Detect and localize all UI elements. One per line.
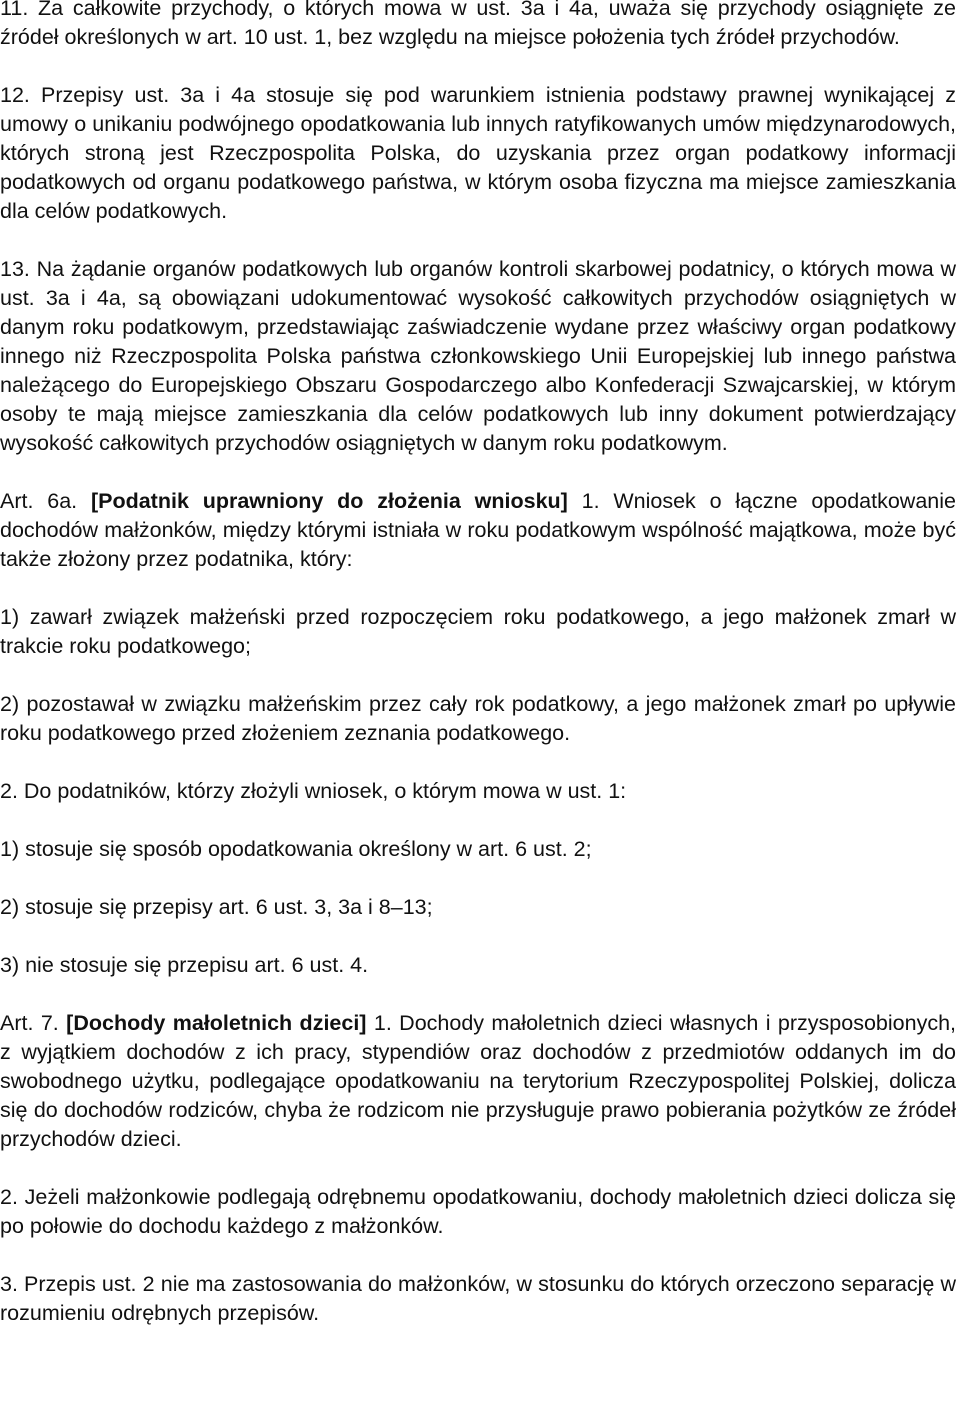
article-7-text: 1. Dochody małoletnich dzieci własnych i przysposobionych, z wyjątkiem dochodów z ich pracy, stypendiów oraz dochodów z przedmiotów oddanych im do swobodnego użytku, podlegające opodatkowaniu na terytorium Rzeczypospolitej Polskiej, dolicza się do dochodów rodziców, chyba że rodzicom nie przysługuje prawo pobierania pożytków ze źródeł przychodów dzieci. [0, 1011, 956, 1151]
article-6a-title: [Podatnik uprawniony do złożenia wniosku] [90, 489, 568, 513]
paragraph-ust-13: 13. Na żądanie organów podatkowych lub organów kontroli skarbowej podatnicy, o których mowa w ust. 3a i 4a, są obowiązani udokumentować wysokość całkowitych przychodów osiągniętych w danym roku podatkowym, przedstawiając zaświadczenie wydane przez właściwy organ podatkowy innego niż Rzeczpospolita Polska państwa członkowskiego Unii Europejskiej lub innego państwa należącego do Europejskiego Obszaru Gospodarczego albo Konfederacji Szwajcarskiej, w którym osoby te mają miejsce zamieszkania dla celów podatkowych lub inny dokument potwierdzający wysokość całkowitych przychodów osiągniętych w danym roku podatkowym. [0, 257, 956, 455]
article-6a-text: 1. Wniosek o łączne opodatkowanie dochodów małżonków, między którymi istniała w roku podatkowym wspólność majątkowa, może być także złożony przez podatnika, który: [0, 489, 956, 571]
article-6a-ust-2-point-2: 2) stosuje się przepisy art. 6 ust. 3, 3a i 8–13; [0, 895, 433, 919]
article-6a-intro [0, 487, 956, 574]
article-7-title: [Dochody małoletnich dzieci] [66, 1011, 367, 1035]
article-7-intro [0, 1009, 956, 1154]
article-7-number: Art. 7. [0, 1011, 67, 1035]
article-6a-ust-2-point-3: 3) nie stosuje się przepisu art. 6 ust. 4. [0, 953, 369, 977]
paragraph-ust-12: 12. Przepisy ust. 3a i 4a stosuje się pod warunkiem istnienia podstawy prawnej wynikającej z umowy o unikaniu podwójnego opodatkowania lub innych ratyfikowanych umów międzynarodowych, których stroną jest Rzeczpospolita Polska, do uzyskania przez organ podatkowy informacji podatkowych od organu podatkowego państwa, w którym osoba fizyczna ma miejsce zamieszkania dla celów podatkowych. [0, 83, 956, 223]
paragraph-ust-11: 11. Za całkowite przychody, o których mowa w ust. 3a i 4a, uważa się przychody osiągnięte ze źródeł określonych w art. 10 ust. 1, bez względu na miejsce położenia tych źródeł przychodów. [0, 0, 956, 49]
article-6a-item-1: 1) zawarł związek małżeński przed rozpoczęciem roku podatkowego, a jego małżonek zmarł w trakcie roku podatkowego; [0, 605, 956, 658]
article-7-ust-2: 2. Jeżeli małżonkowie podlegają odrębnemu opodatkowaniu, dochody małoletnich dzieci dolicza się po połowie do dochodu każdego z małżonków. [0, 1185, 956, 1238]
article-6a-item-2: 2) pozostawał w związku małżeńskim przez cały rok podatkowy, a jego małżonek zmarł po upływie roku podatkowego przed złożeniem zeznania podatkowego. [0, 692, 956, 745]
article-6a-number: Art. 6a. [0, 489, 91, 513]
article-7-ust-3: 3. Przepis ust. 2 nie ma zastosowania do małżonków, w stosunku do których orzeczono separację w rozumieniu odrębnych przepisów. [0, 1272, 956, 1325]
article-6a-ust-2: 2. Do podatników, którzy złożyli wniosek, o którym mowa w ust. 1: [0, 779, 627, 803]
article-6a-ust-2-point-1: 1) stosuje się sposób opodatkowania określony w art. 6 ust. 2; [0, 837, 592, 861]
